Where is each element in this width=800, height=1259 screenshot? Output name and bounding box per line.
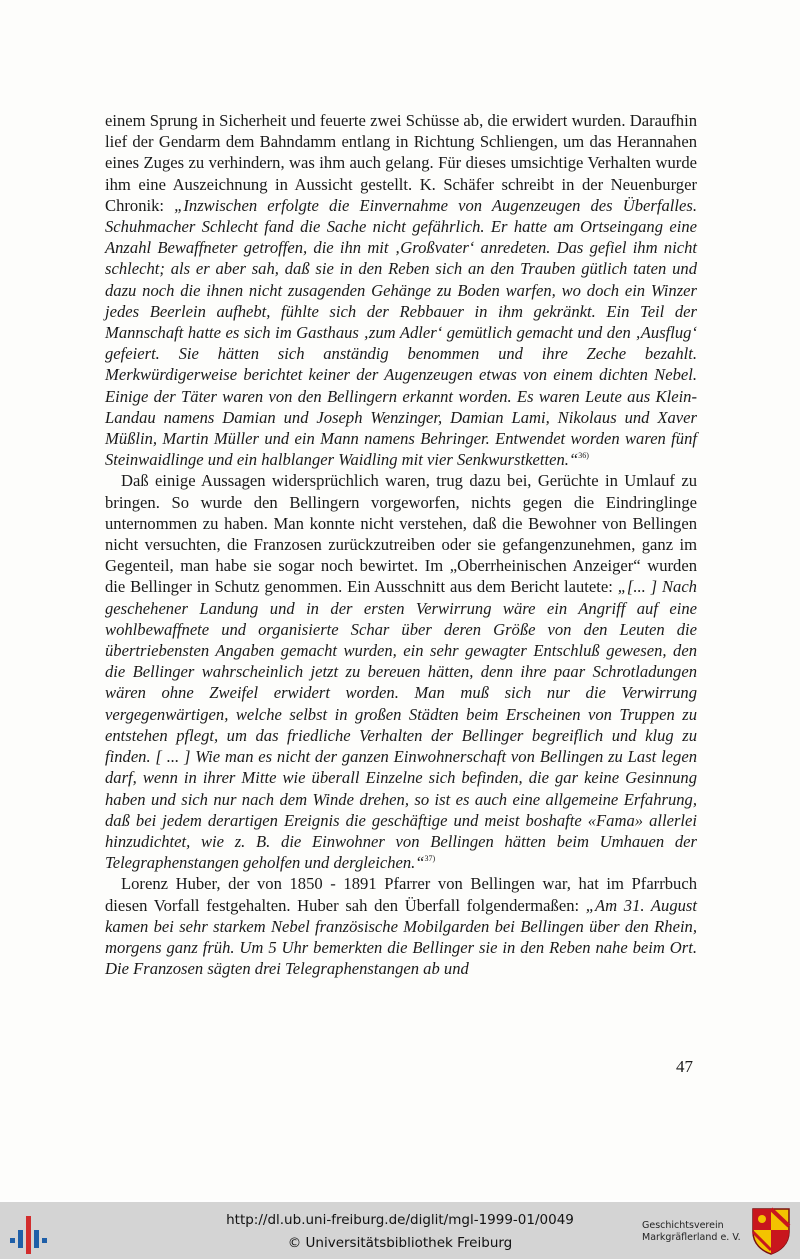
paragraph-text: Lorenz Huber, der von 1850 - 1891 Pfarrer von Bellingen war, hat im Pfarrbuch diesen Vorfall festgehalten. Huber sah den Überfall folgendermaßen: — [105, 874, 697, 915]
coat-of-arms-icon — [750, 1206, 792, 1256]
footer-url-link[interactable]: http://dl.ub.uni-freiburg.de/diglit/mgl-1999-01/0049 — [226, 1212, 574, 1228]
paragraph — [105, 470, 697, 873]
paragraph — [105, 110, 697, 470]
page-number: 47 — [676, 1057, 693, 1076]
footnote-ref: 36) — [578, 451, 589, 461]
footer-bar — [0, 1202, 800, 1259]
quotation-text: „Inzwischen erfolgte die Einvernahme von Augenzeugen des Überfalles. Schuhmacher Schlecht fand die Sache nicht gefährlich. Er hatte am Ortseingang eine Anzahl Bewaffneter getroffen, die ihn mit ‚Großvater‘ anredeten. Das gefiel ihm nicht schlecht; als er aber sah, daß sie in den Reben sich an den Trauben gütlich taten und dazu noch die ihnen nicht zusagenden Gehänge zu Boden warfen, wo doch ein Winzer jedes Beerlein aufhebt, fühlte sich der Rebbauer in ihm gekränkt. Ein Teil der Mannschaft hatte es sich im Gasthaus ‚zum Adler‘ gemütlich gemacht und den ‚Ausflug‘ gefeiert. Sie hätten sich anständig benommen und ihre Zeche bezahlt. Merkwürdigerweise berichtet keiner der Augenzeugen etwas von einem dichten Nebel. Einige der Täter waren von den Bellingern erkannt worden. Es waren Leute aus Klein-Landau namens Damian und Joseph Wenzinger, Damian Lami, Nikolaus und Xaver Müßlin, Martin Müller und ein Mann namens Behringer. Entwendet worden waren fünf Steinwaidlinge und ein halblanger Waidling mit vier Senkwurstketten.“ — [105, 195, 697, 470]
quotation-text: „Am 31. August kamen bei sehr starkem Nebel französische Mobilgarden bei Bellingen über den Rhein, morgens ganz früh. Um 5 Uhr bemerkten die Bellinger sie in den Reben nahe beim Ort. Die Franzosen sägten drei Telegraphenstangen ab und — [105, 895, 698, 979]
body-text — [105, 110, 697, 979]
society-name-line1: Geschichtsverein — [642, 1220, 724, 1231]
paragraph-text: Daß einige Aussagen widersprüchlich waren, trug dazu bei, Gerüchte in Umlauf zu bringen. So wurde den Bellingern vorgeworfen, nichts gegen die Eindringlinge unternommen zu haben. Man konnte nicht verstehen, daß die Bewohner von Bellingen nicht versuchten, die Franzosen zurückzutreiben oder sie gefangenzunehmen, ganz im Gegenteil, man habe sie sogar noch bewirtet. Im „Oberrheinischen Anzeiger“ wurden die Bellinger in Schutz genommen. Ein Ausschnitt aus dem Bericht lautete: — [105, 471, 697, 597]
society-name — [642, 1220, 741, 1244]
paragraph — [105, 873, 697, 979]
footer-copyright: © Universitätsbibliothek Freiburg — [287, 1235, 513, 1251]
paragraph-text: einem Sprung in Sicherheit und feuerte zwei Schüsse ab, die erwidert wurden. Daraufhin lief der Gendarm dem Bahndamm entlang in Richtung Schliengen, um das Herannahen eines Zuges zu verhindern, was ihm auch gelang. Für dieses umsichtige Verhalten wurde ihm eine Auszeichnung in Aussicht gestellt. K. Schäfer schreibt in der Neuenburger Chronik: — [105, 111, 697, 215]
society-name-line2: Markgräflerland e. V. — [642, 1232, 741, 1243]
footnote-ref: 37) — [424, 854, 436, 864]
quotation-text: „[... ] Nach geschehener Landung und in der ersten Verwirrung wäre ein Angriff auf eine wohlbewaffnete und organisierte Schar über deren Größe von den Leuten die übertriebensten Angaben gemacht wurden, ein sehr gewagter Entschluß gewesen, den die Bellinger wahrscheinlich jetzt zu bereuen hätten, denn ihre paar Schrotladungen wären ohne Zweifel erwidert worden. Man muß sich nur die Verwirrung vergegenwärtigen, welche selbst in großen Städten beim Erscheinen von Truppen zu entstehen pflegt, um das friedliche Verhalten der Bellinger begreiflich und klug zu finden. [ ... ] Wie man es nicht der ganzen Einwohnerschaft von Bellingen zu Last legen darf, wenn in ihrer Mitte wie überall Einzelne sich befinden, die gar keine Gesinnung haben und sich nur nach dem Winde drehen, so ist es auch eine allgemeine Erfahrung, daß bei jedem derartigen Ereignis die geschäftige und meist boshafte «Fama» allerlei hinzudichtet, wie z. B. die Einwohner von Bellingen hätten beim Umhauen der Telegraphenstangen geholfen und dergleichen.“ — [105, 577, 697, 873]
